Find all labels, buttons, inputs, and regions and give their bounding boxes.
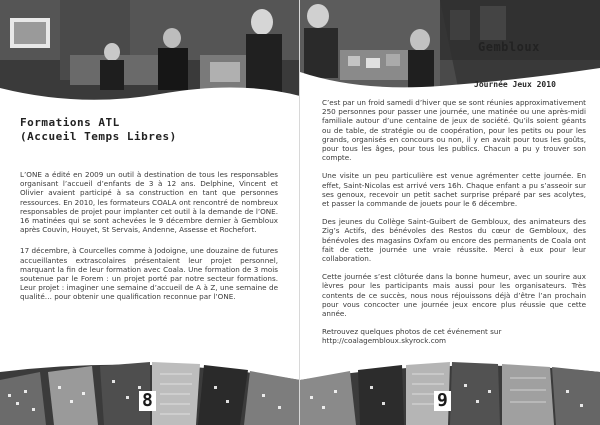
right-article-body <box>322 98 586 346</box>
left-article-body <box>20 170 278 302</box>
right-article-subtitle: Journée Jeux 2010 <box>474 80 556 89</box>
left-paragraph-1: L’ONE a édité en 2009 un outil à destination de tous les responsables organisant l’accueil d’enfants de 3 à 12 ans. Delphine, Vincent et Olivier avaient participé à sa construction en tant que personnes ressources. En 2010, les formateurs COALA ont rencontré de nombreux responsables de projet pour implanter cet outil à la demande de l’ONE. 16 matinées qui se sont achevées le 9 décembre dernier à Gembloux après Couvin, Houyet, St Servais, Andenne, Assesse et Rochefort. <box>20 170 278 235</box>
right-paragraph-1: C’est par un froid samedi d’hiver que se sont réunies approximativement 250 personnes pour passer une journée, une matinée ou une après-midi familiale autour d’une centaine de jeux de société. Qu’ils soient géants ou de table, de stratégie ou de coopération, pour les petits ou pour les grands, organisés en concours ou non, il y en avait pour tous les goûts, pour tous les âges, pour tous les publics. Chacun a pu y trouver son compte. <box>322 98 586 163</box>
left-bottom-pattern <box>0 350 300 425</box>
right-paragraph-3: Des jeunes du Collège Saint-Guibert de Gembloux, des animateurs des Zig’s Actifs, des bénévoles des Restos du cœur de Gembloux, des bénévoles des magasins Oxfam ou encore des permanents de Coala ont fait de cette journée une vraie réussite. Merci à eux pour leur collaboration. <box>322 217 586 264</box>
left-title-line-2: (Accueil Temps Libres) <box>20 130 177 143</box>
left-title-line-1: Formations ATL <box>20 116 120 129</box>
page-number-left: 8 <box>139 391 156 411</box>
right-paragraph-5: Retrouvez quelques photos de cet événement sur http://coalagembloux.skyrock.com <box>322 327 502 346</box>
left-paragraph-2: 17 décembre, à Courcelles comme à Jodoigne, une douzaine de futures accueillantes extrascolaires présentaient leur projet personnel, marquant la fin de leur formation avec Coala. Une formation de 3 mois soutenue par le Forem : un projet porté par notre secteur formations. Leur projet : imaginer une semaine d’accueil de A à Z, une semaine de qualité… pour obtenir une qualification reconnue par l’ONE. <box>20 246 278 302</box>
right-paragraph-4: Cette journée s’est clôturée dans la bonne humeur, avec un sourire aux lèvres pour les participants mais aussi pour les organisateurs. Très contents de ce succès, nous nous réjouissons déjà d’être l’an prochain pour vous concocter une journée jeux encore plus réussie que cette année. <box>322 272 586 319</box>
training-session-photo <box>0 0 300 100</box>
page-number-right: 9 <box>434 391 451 411</box>
right-article-title: Gembloux <box>478 40 540 54</box>
right-bottom-pattern <box>300 350 600 425</box>
right-page <box>300 0 600 425</box>
right-paragraph-2: Une visite un peu particulière est venue agrémenter cette journée. En effet, Saint-Nicolas est arrivé vers 16h. Chaque enfant a pu s’asseoir sur ses genoux, recevoir un petit sachet surprise préparé par ses acolytes, et passer la commande de jouets pour le 6 décembre. <box>322 171 586 209</box>
left-article-title <box>20 116 177 143</box>
